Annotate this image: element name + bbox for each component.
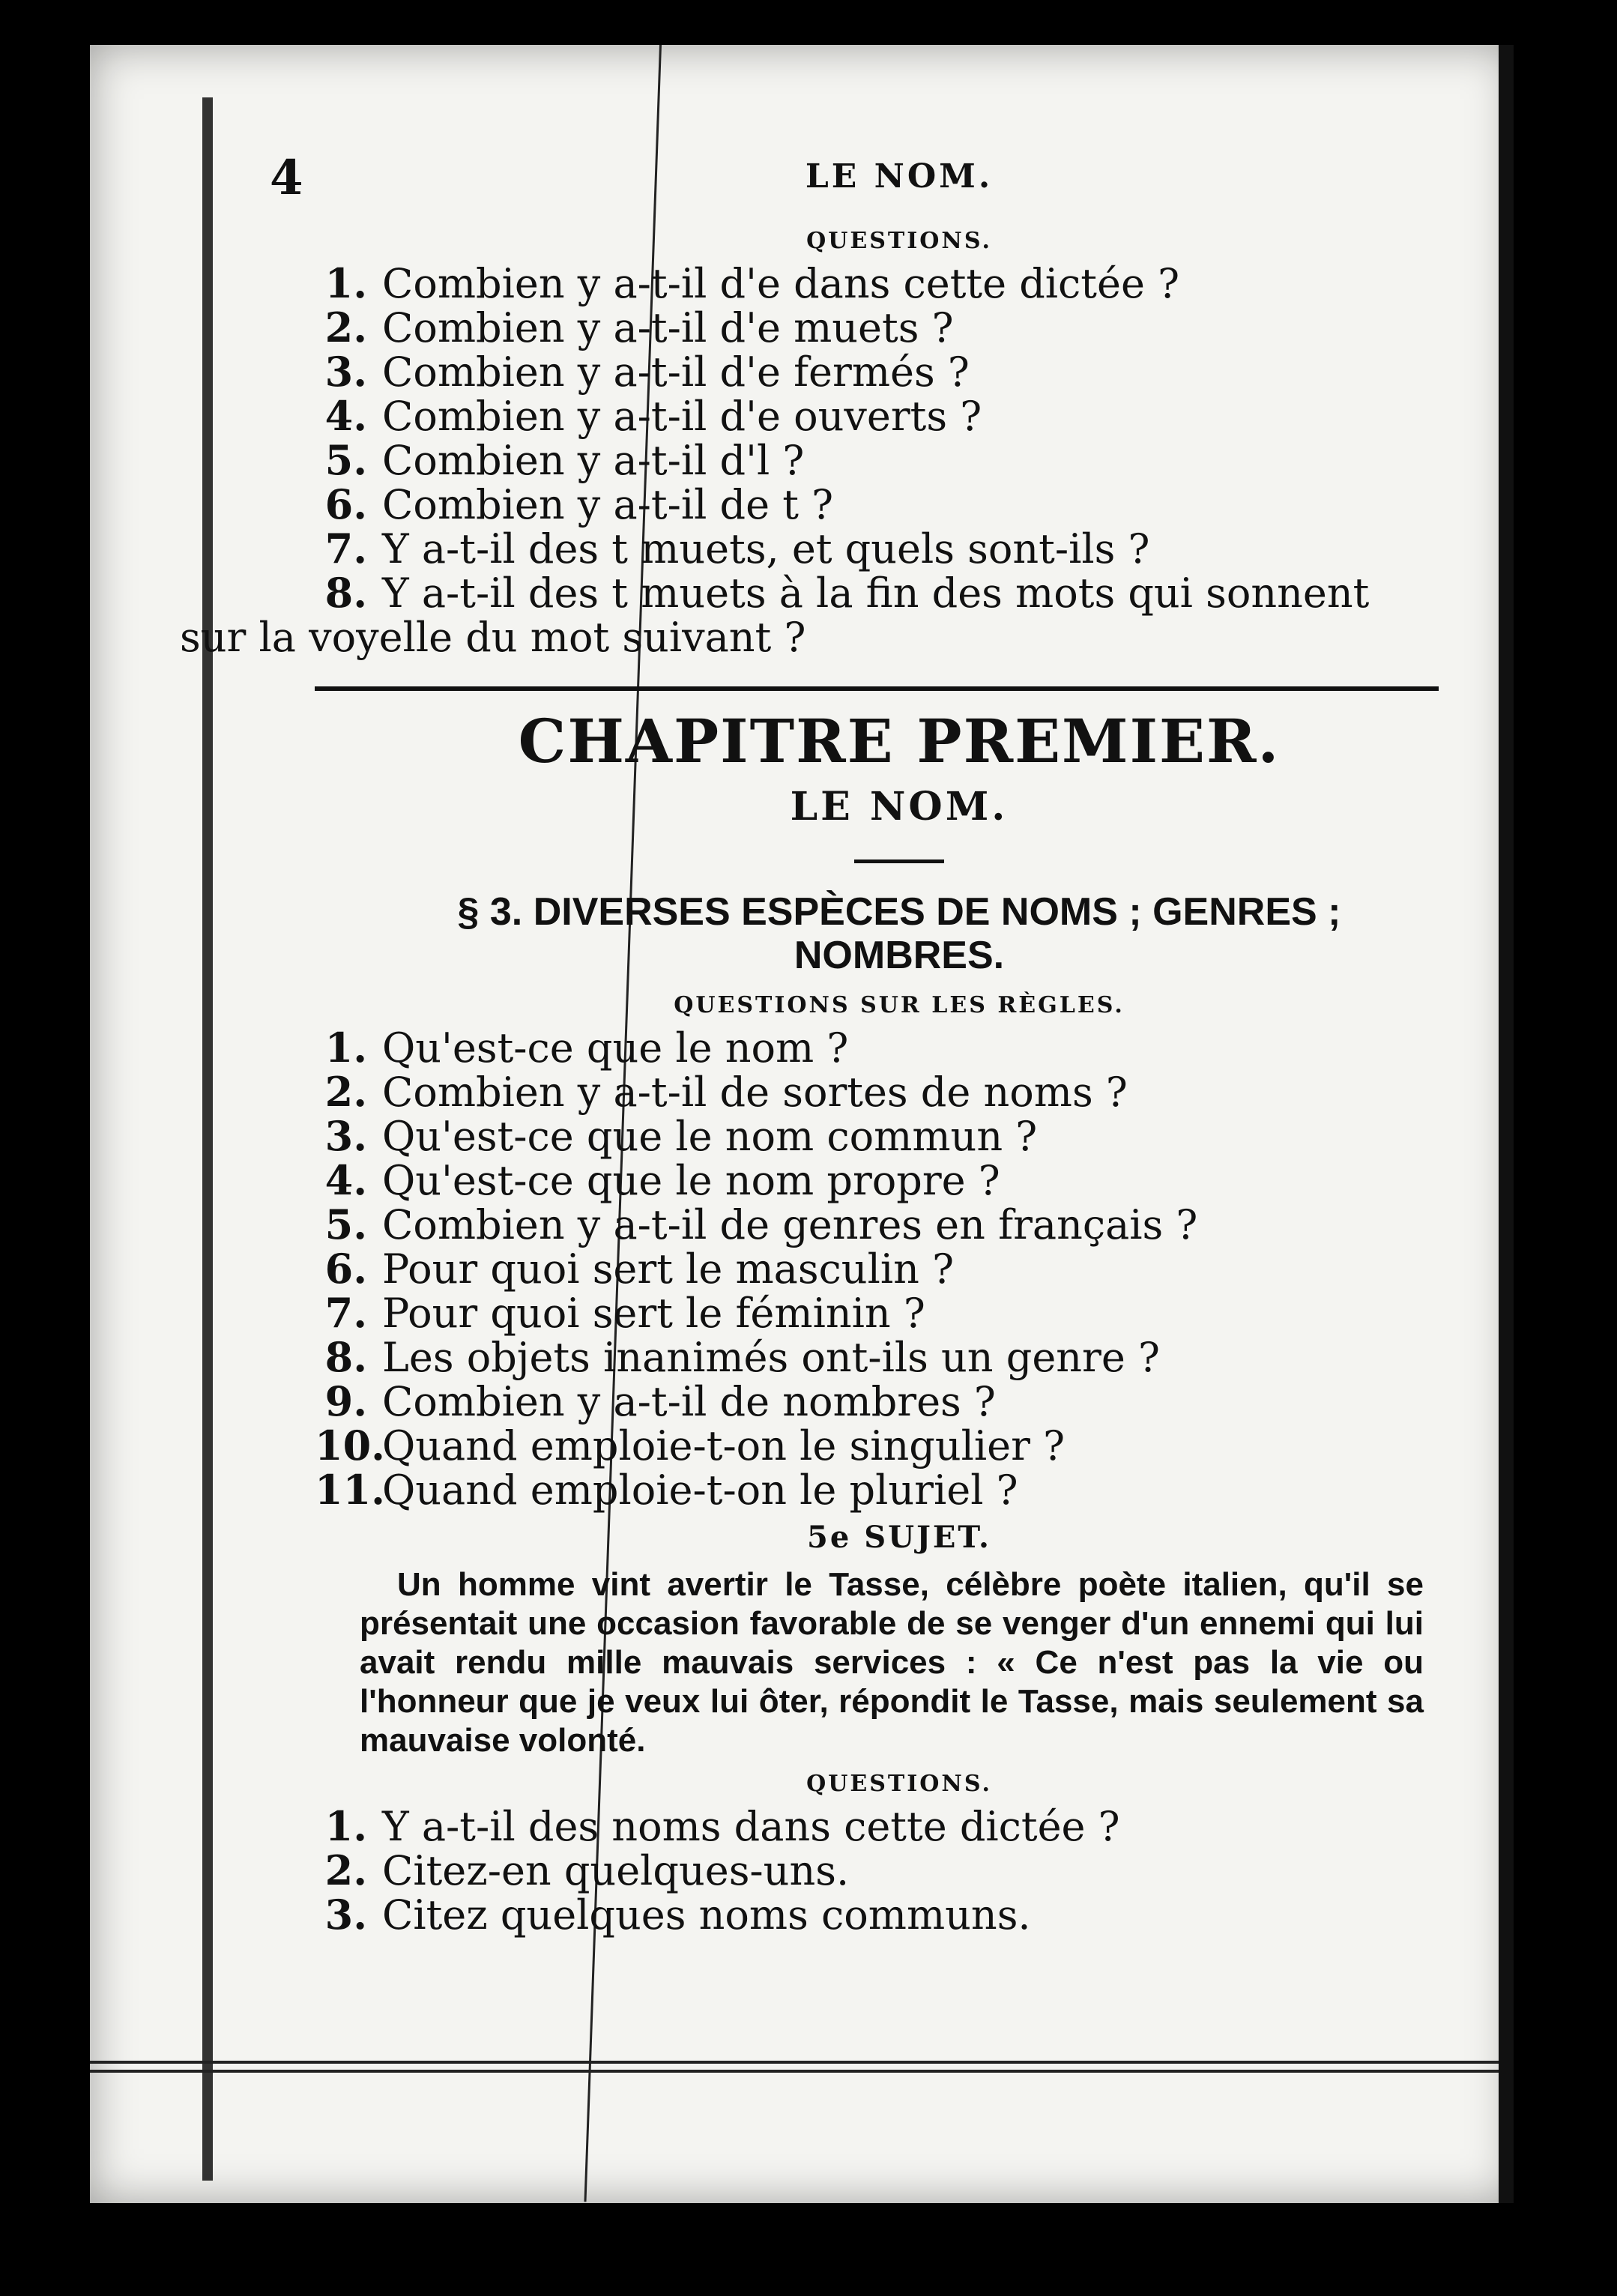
- question-text: Combien y a-t-il d'l ?: [382, 437, 805, 484]
- question-item: [315, 350, 1484, 394]
- question-text: Qu'est-ce que le nom commun ?: [382, 1113, 1038, 1160]
- scan-rule: [90, 2061, 1499, 2064]
- question-text: Citez quelques noms communs.: [382, 1891, 1031, 1939]
- questions-heading: QUESTIONS.: [806, 228, 992, 254]
- question-list: [315, 1026, 1484, 1512]
- question-number: 9.: [324, 1377, 367, 1425]
- question-text: Combien y a-t-il d'e dans cette dictée ?: [382, 260, 1180, 307]
- question-text: Combien y a-t-il de nombres ?: [382, 1378, 996, 1425]
- divider: [315, 686, 1439, 691]
- page-edge: [1499, 45, 1514, 2203]
- question-number: 2.: [324, 1846, 367, 1894]
- question-item: [315, 527, 1484, 571]
- page-text: [180, 150, 1484, 1939]
- question-item: [315, 1893, 1484, 1937]
- question-item: [315, 303, 1484, 351]
- question-number: 4.: [324, 392, 367, 440]
- page-number: 4: [270, 150, 306, 206]
- scan-rule: [90, 2070, 1499, 2073]
- question-text: Combien y a-t-il de t ?: [382, 481, 834, 528]
- question-number: 5.: [324, 1200, 367, 1248]
- question-text: Pour quoi sert le féminin ?: [382, 1290, 925, 1337]
- question-item: [315, 1247, 1484, 1291]
- question-item: [315, 1200, 1484, 1248]
- question-text: Quand emploie-t-on le singulier ?: [382, 1422, 1066, 1469]
- chapter-title: CHAPITRE PREMIER.: [518, 706, 1281, 776]
- question-item: [315, 1377, 1484, 1425]
- question-item: [315, 1291, 1484, 1335]
- question-item: [315, 1026, 1484, 1070]
- sujet-heading: 5e SUJET.: [807, 1520, 991, 1555]
- question-item: [315, 1158, 1484, 1203]
- short-divider: [854, 860, 944, 863]
- question-item: [315, 438, 1484, 483]
- question-text: Y a-t-il des t muets à la fin des mots qui sonnent: [382, 570, 1370, 617]
- question-text: Combien y a-t-il de genres en français ?: [382, 1201, 1198, 1248]
- question-text: Combien y a-t-il d'e muets ?: [382, 304, 954, 351]
- question-text: Combien y a-t-il d'e ouverts ?: [382, 393, 982, 440]
- question-item: [315, 480, 1484, 528]
- question-text: Combien y a-t-il d'e fermés ?: [382, 348, 970, 396]
- running-head-title: LE NOM.: [805, 157, 994, 196]
- chapter-subtitle: LE NOM.: [790, 784, 1009, 830]
- question-text: Quand emploie-t-on le pluriel ?: [382, 1466, 1018, 1514]
- question-text: Y a-t-il des noms dans cette dictée ?: [382, 1803, 1120, 1850]
- question-number: 6.: [324, 480, 367, 528]
- question-number: 2.: [324, 1068, 367, 1116]
- question-text: Citez-en quelques-uns.: [382, 1847, 850, 1894]
- question-text: Pour quoi sert le masculin ?: [382, 1245, 955, 1293]
- question-item: [315, 1070, 1484, 1114]
- question-number: 10.: [315, 1422, 385, 1469]
- section-title-line: NOMBRES.: [794, 934, 1005, 977]
- question-text: Qu'est-ce que le nom ?: [382, 1024, 849, 1072]
- question-text: Qu'est-ce que le nom propre ?: [382, 1157, 1000, 1204]
- question-list: [315, 1804, 1484, 1937]
- question-number: 8.: [324, 569, 367, 617]
- running-head: [270, 150, 1484, 217]
- scanned-page: [90, 45, 1514, 2203]
- questions-heading: QUESTIONS.: [806, 1771, 992, 1797]
- question-item: [315, 1114, 1484, 1158]
- question-number: 4.: [324, 1156, 367, 1204]
- question-text: Les objets inanimés ont-ils un genre ?: [382, 1334, 1160, 1381]
- section-title: [315, 890, 1484, 977]
- question-text: Y a-t-il des t muets, et quels sont-ils ?: [382, 525, 1150, 573]
- question-item: [315, 1846, 1484, 1894]
- question-item: [315, 1468, 1484, 1512]
- question-item: [315, 1424, 1484, 1468]
- section-title-line: § 3. DIVERSES ESPÈCES DE NOMS ; GENRES ;: [457, 890, 1341, 934]
- question-number: 5.: [324, 436, 367, 484]
- question-item: [315, 1335, 1484, 1380]
- question-item: [315, 1804, 1484, 1849]
- question-number: 3.: [324, 348, 367, 396]
- question-item: [315, 259, 1484, 307]
- question-number: 11.: [315, 1466, 385, 1514]
- question-continuation: sur la voyelle du mot suivant ?: [180, 614, 806, 661]
- question-number: 8.: [324, 1333, 367, 1381]
- rules-questions-heading: QUESTIONS SUR LES RÈGLES.: [674, 992, 1125, 1018]
- question-number: 3.: [324, 1891, 367, 1939]
- question-item: [315, 394, 1484, 438]
- question-number: 1.: [324, 259, 367, 307]
- question-number: 1.: [324, 1024, 367, 1072]
- question-number: 7.: [324, 525, 367, 573]
- question-list: [180, 259, 1484, 661]
- question-number: 3.: [324, 1112, 367, 1160]
- dictation-paragraph: Un homme vint avertir le Tasse, célèbre poète italien, qu'il se présentait une occasion favorable de se venger d'un ennemi qui lui avait rendu mille mauvais services : « Ce n'est pas la vie ou l'honneur que je veux lui ôter, répondit le Tasse, mais seulement sa mauvaise volonté.: [360, 1566, 1424, 1759]
- binding-shadow: [202, 97, 213, 2181]
- question-number: 1.: [324, 1802, 367, 1850]
- question-number: 7.: [324, 1289, 367, 1337]
- question-item: [315, 571, 1484, 615]
- question-number: 6.: [324, 1245, 367, 1293]
- question-number: 2.: [324, 303, 367, 351]
- question-text: Combien y a-t-il de sortes de noms ?: [382, 1069, 1128, 1116]
